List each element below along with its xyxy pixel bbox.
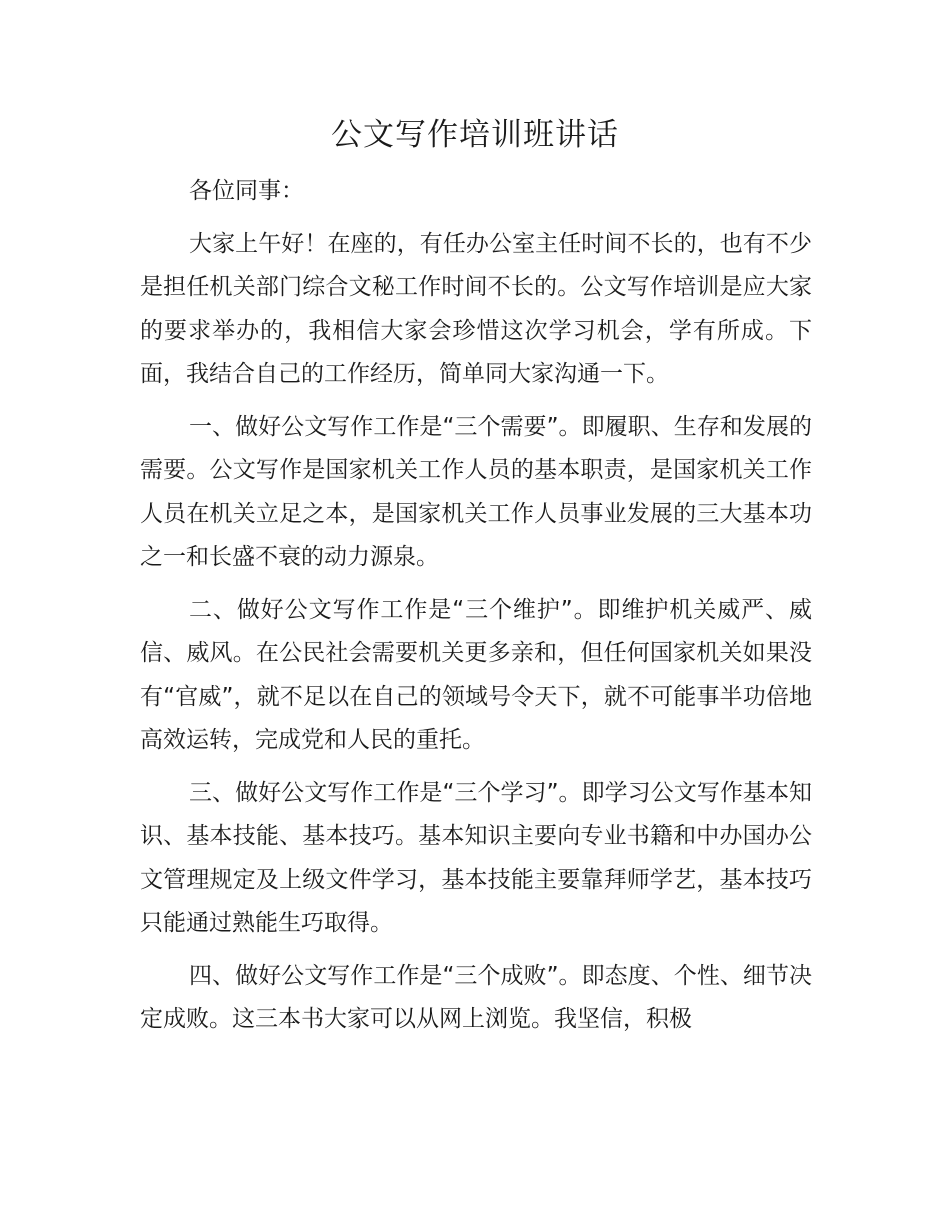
paragraph-point-2: 二、做好公文写作工作是“三个维护”。即维护机关威严、威信、威风。在公民社会需要机关更多亲和，但任何国家机关如果没有“官威”，就不足以在自己的领域号令天下，就不可能事半功倍地高效运转，完成党和人民的重托。	[140, 596, 812, 753]
salutation: 各位同事：	[189, 178, 304, 204]
document-title: 公文写作培训班讲话	[331, 117, 619, 153]
paragraph-point-4: 四、做好公文写作工作是“三个成败”。即态度、个性、细节决定成败。这三本书大家可以从网上浏览。我坚信，积极	[140, 962, 812, 1032]
paragraph-intro: 大家上午好！在座的，有任办公室主任时间不长的，也有不少是担任机关部门综合文秘工作时间不长的。公文写作培训是应大家的要求举办的，我相信大家会珍惜这次学习机会，学有所成。下面，我结合自己的工作经历，简单同大家沟通一下。	[140, 230, 812, 387]
paragraph-point-1: 一、做好公文写作工作是“三个需要”。即履职、生存和发展的需要。公文写作是国家机关工作人员的基本职责，是国家机关工作人员在机关立足之本，是国家机关工作人员事业发展的三大基本功之一和长盛不衰的动力源泉。	[140, 413, 812, 570]
document-body	[140, 170, 812, 1051]
paragraph-point-3: 三、做好公文写作工作是“三个学习”。即学习公文写作基本知识、基本技能、基本技巧。基本知识主要向专业书籍和中办国办公文管理规定及上级文件学习，基本技能主要靠拜师学艺，基本技巧只能通过熟能生巧取得。	[140, 779, 812, 936]
